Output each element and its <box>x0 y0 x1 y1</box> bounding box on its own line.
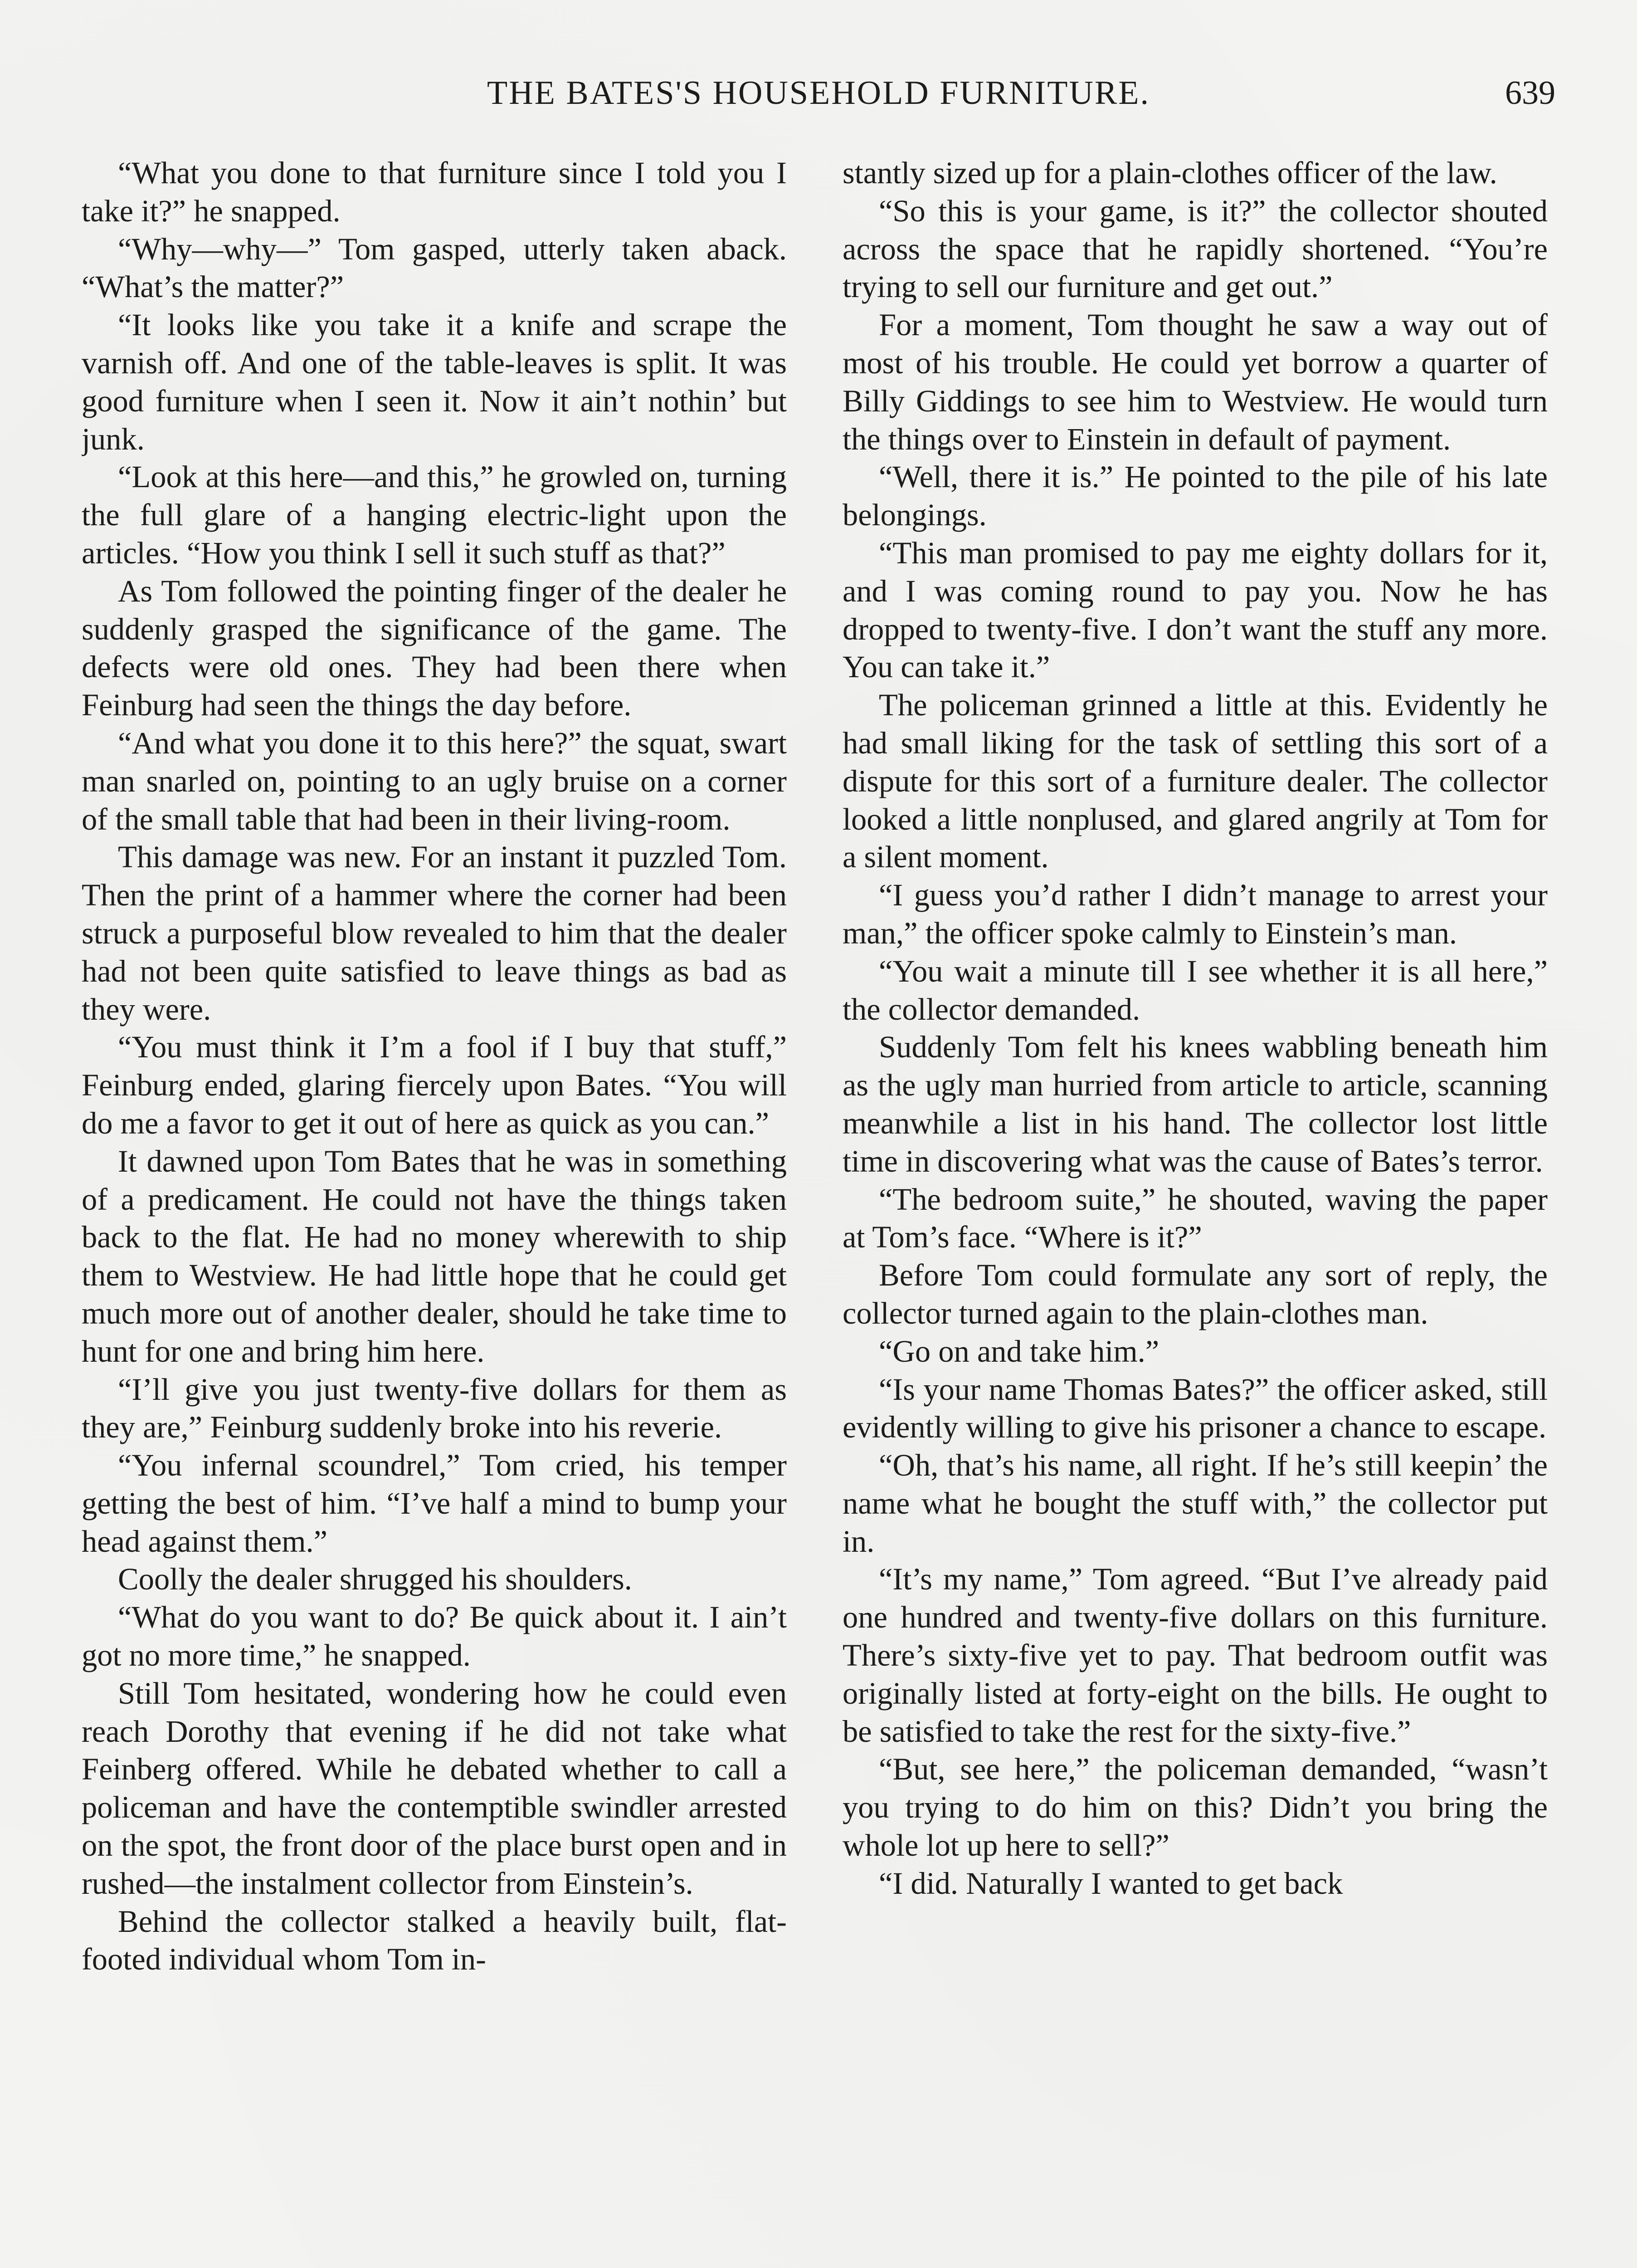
paragraph: “Go on and take him.” <box>879 1334 1160 1369</box>
paragraph: For a moment, Tom thought he saw a way out of most of his trouble. He could yet borrow a quarter of Billy Giddings to see him to Westview. He would turn the things over to Einstein in default of payment. <box>843 308 1548 456</box>
paragraph: “This man promised to pay me eighty dollars for it, and I was coming round to pay you. Now he has dropped to twenty-five. I don’t want the stuff any more. You can take it.” <box>843 535 1548 684</box>
paragraph: “Oh, that’s his name, all right. If he’s still keepin’ the name what he bought the stuff with,” the collector put in. <box>843 1448 1548 1559</box>
paragraph: This damage was new. For an instant it puzzled Tom. Then the print of a hammer where the corner had been struck a purposeful blow revealed to him that the dealer had not been quite satisfied to leave things as bad as they were. <box>82 840 787 1026</box>
paragraph: “You wait a minute till I see whether it is all here,” the collector demanded. <box>843 953 1548 1026</box>
paragraph: “It’s my name,” Tom agreed. “But I’ve already paid one hundred and twenty-five dollars on this furniture. There’s sixty-five yet to pay. That bedroom outfit was originally listed at forty-eight on the bills. He ought to be satisfied to take the rest for the sixty-five.” <box>843 1562 1548 1749</box>
paragraph: “And what you done it to this here?” the squat, swart man snarled on, pointing to an ugly bruise on a corner of the small table that had been in their living-room. <box>82 725 787 836</box>
paragraph: “Why—why—” Tom gasped, utterly taken aback. “What’s the matter?” <box>82 231 787 304</box>
paragraph: It dawned upon Tom Bates that he was in something of a predicament. He could not have the things taken back to the flat. He had no money wherewith to ship them to Westview. He had little hope that he could get much more out of another dealer, should he take time to hunt for one and bring him here. <box>82 1144 787 1369</box>
right-column <box>843 154 1548 2268</box>
page-header <box>82 68 1555 118</box>
paragraph: “But, see here,” the policeman demanded, “wasn’t you trying to do him on this? Didn’t you bring the whole lot up here to sell?” <box>843 1752 1548 1863</box>
paragraph: As Tom followed the pointing finger of the dealer he suddenly grasped the significance of the game. The defects were old ones. They had been there when Feinburg had seen the things the day before. <box>82 573 787 723</box>
paragraph: “Is your name Thomas Bates?” the officer asked, still evidently willing to give his prisoner a chance to escape. <box>843 1372 1548 1445</box>
paragraph: “What do you want to do? Be quick about it. I ain’t got no more time,” he snapped. <box>82 1600 787 1673</box>
paragraph: Behind the collector stalked a heavily built, flat-footed individual whom Tom in- <box>82 1904 787 1977</box>
paragraph: Coolly the dealer shrugged his shoulders. <box>118 1562 632 1597</box>
paragraph: “You infernal scoundrel,” Tom cried, his temper getting the best of him. “I’ve half a mind to bump your head against them.” <box>82 1448 787 1559</box>
paragraph: Still Tom hesitated, wondering how he could even reach Dorothy that evening if he did not take what Feinberg offered. While he debated whether to call a policeman and have the contemptible swindler arrested on the spot, the front door of the place burst open and in rushed—the instalment collector from Einstein’s. <box>82 1676 787 1901</box>
paragraph: Before Tom could formulate any sort of reply, the collector turned again to the plain-clothes man. <box>843 1258 1548 1330</box>
paragraph: The policeman grinned a little at this. Evidently he had small liking for the task of settling this sort of a dispute for this sort of a furniture dealer. The collector looked a little nonplused, and glared angrily at Tom for a silent moment. <box>843 688 1548 875</box>
paragraph: “I’ll give you just twenty-five dollars for them as they are,” Feinburg suddenly broke into his reverie. <box>82 1372 787 1445</box>
paragraph: “The bedroom suite,” he shouted, waving the paper at Tom’s face. “Where is it?” <box>843 1182 1548 1255</box>
paragraph: “So this is your game, is it?” the collector shouted across the space that he rapidly shortened. “You’re trying to sell our furniture and get out.” <box>843 193 1548 304</box>
paragraph: Suddenly Tom felt his knees wabbling beneath him as the ugly man hurried from article to article, scanning meanwhile a list in his hand. The collector lost little time in discovering what was the cause of Bates’s terror. <box>843 1030 1548 1178</box>
left-column <box>82 154 787 2268</box>
continued-paragraph: stantly sized up for a plain-clothes officer of the law. <box>843 156 1497 190</box>
paragraph: “Look at this here—and this,” he growled on, turning the full glare of a hanging electric-light upon the articles. “How you think I sell it such stuff as that?” <box>82 459 787 570</box>
running-title: THE BATES'S HOUSEHOLD FURNITURE. <box>487 74 1150 112</box>
paragraph: “I guess you’d rather I didn’t manage to arrest your man,” the officer spoke calmly to Einstein’s man. <box>843 878 1548 950</box>
paragraph: “I did. Naturally I wanted to get back <box>879 1866 1343 1901</box>
paragraph: “It looks like you take it a knife and scrape the varnish off. And one of the table-leaves is split. It was good furniture when I seen it. Now it ain’t nothin’ but junk. <box>82 308 787 456</box>
page-number: 639 <box>1505 74 1555 112</box>
paragraph: “Well, there it is.” He pointed to the pile of his late belongings. <box>843 459 1548 533</box>
paragraph: “You must think it I’m a fool if I buy that stuff,” Feinburg ended, glaring fiercely upon Bates. “You will do me a favor to get it out of here as quick as you can.” <box>82 1030 787 1140</box>
paragraph: “What you done to that furniture since I told you I take it?” he snapped. <box>82 156 787 228</box>
